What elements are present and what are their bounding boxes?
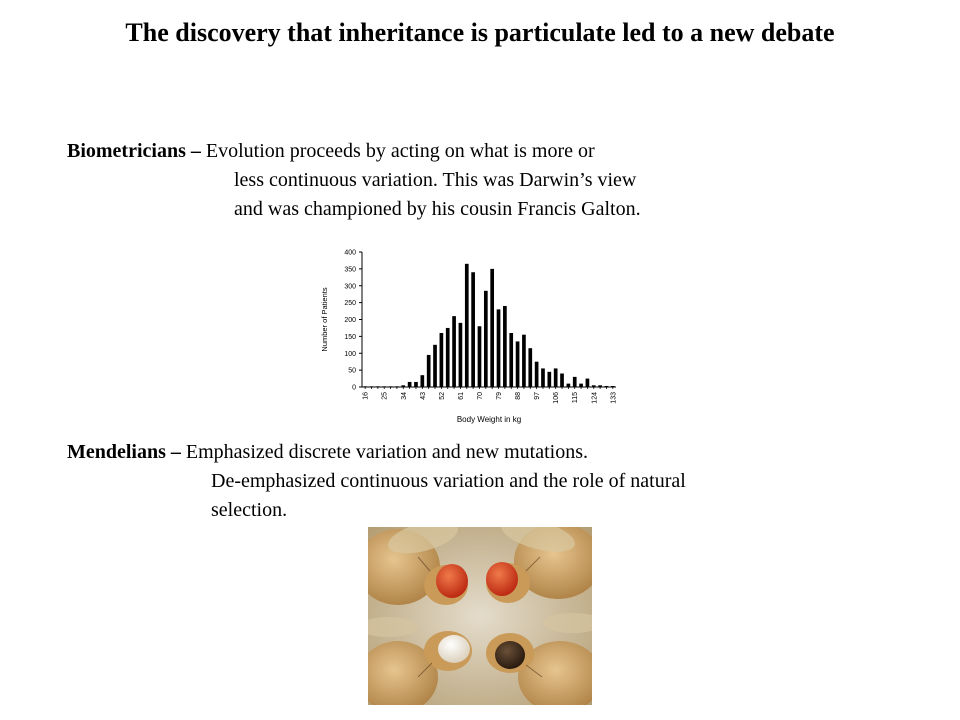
mendelians-line-3: selection. [211,499,288,521]
histogram-bar [516,341,520,387]
histogram-bar [490,269,494,387]
x-tick-label: 97 [534,392,542,400]
histogram-bar [497,309,501,387]
histogram-bar [414,382,418,387]
mendelians-line-2: De-emphasized continuous variation and the role of natural [211,470,686,492]
histogram-bar [528,348,532,387]
y-tick-label: 300 [344,283,356,291]
x-tick-label: 34 [400,392,408,400]
histogram-bar [503,306,507,387]
histogram-bar [509,333,513,387]
x-tick-label: 124 [591,392,599,404]
y-tick-label: 0 [352,384,356,392]
histogram-bar [465,264,469,387]
histogram-bar [605,386,609,387]
histogram-bar [484,291,488,387]
histogram-bar [478,326,482,387]
histogram-bar [433,345,437,387]
histogram-bar [560,374,564,388]
y-axis-label: Number of Patients [320,287,329,352]
biometricians-line-1: Evolution proceeds by acting on what is more or [200,140,595,162]
histogram-bar [541,368,545,387]
histogram-bar [408,382,412,387]
x-tick-label: 88 [515,392,523,400]
x-tick-label: 43 [419,392,427,400]
x-tick-label: 115 [572,392,580,404]
histogram-bar [547,372,551,387]
x-tick-label: 79 [496,392,504,400]
x-tick-label: 133 [610,392,618,404]
histogram-bar [535,362,539,387]
histogram-bar [427,355,431,387]
mendelians-heading: Mendelians – [67,441,181,463]
histogram-bar [459,323,463,387]
mendelians-paragraph [67,438,827,525]
biometricians-line-2: less continuous variation. This was Darwin’s view [234,169,637,191]
histogram-bar [567,384,571,387]
x-tick-label: 25 [381,392,389,400]
histogram-bar [420,375,424,387]
histogram-bar [370,386,374,387]
y-tick-label: 200 [344,317,356,324]
histogram-bar [382,386,386,387]
histogram-bar [471,272,475,387]
body-weight-histogram [318,242,624,426]
histogram-bar [401,385,405,387]
x-tick-label: 70 [476,392,484,400]
histogram-bar [598,385,602,387]
histogram-bar [554,368,558,387]
histogram-bar [446,328,450,387]
histogram-bar [579,384,583,387]
x-tick-label: 106 [553,392,561,404]
x-tick-label: 16 [362,392,370,400]
x-tick-label: 61 [457,392,465,400]
mendelians-line-1: Emphasized discrete variation and new mutations. [180,441,589,463]
histogram-bar [611,386,615,387]
histogram-bar [522,335,526,387]
red-eye-icon [436,564,468,598]
histogram-bar [363,386,367,387]
slide-title: The discovery that inheritance is particulate led to a new debate [125,18,835,47]
y-tick-label: 100 [344,350,356,358]
histogram-bar [440,333,444,387]
y-tick-label: 400 [344,249,356,257]
y-tick-label: 350 [344,266,356,274]
histogram-bar [592,385,596,387]
histogram-bar [395,386,399,387]
histogram-bar [389,386,393,387]
x-axis-label: Body Weight in kg [456,415,522,424]
red-eye-icon [486,562,518,596]
dark-eye-icon [495,641,525,669]
biometricians-heading: Biometricians – [67,140,201,162]
fruit-fly-eye-color-icon [368,527,592,705]
histogram-bar [573,377,577,387]
y-tick-label: 50 [348,367,356,375]
biometricians-line-3: and was championed by his cousin Francis Galton. [234,198,641,220]
biometricians-paragraph [67,137,767,224]
histogram-bar [452,316,456,387]
fruit-fly-photo [368,527,592,705]
histogram-bar [376,386,380,387]
y-tick-label: 150 [344,333,356,341]
y-tick-label: 250 [344,300,356,308]
histogram-bar [586,379,590,387]
x-tick-label: 52 [438,392,446,400]
white-eye-icon [438,635,470,663]
